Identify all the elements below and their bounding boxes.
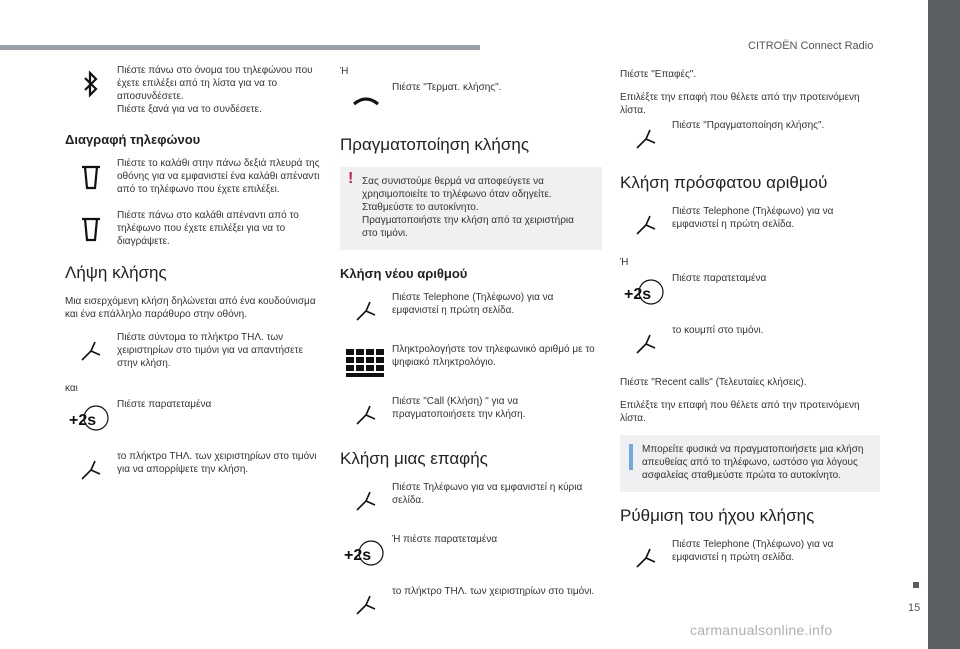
recent-step-2: [620, 272, 880, 312]
new-text-1: Πιέστε Telephone (Τηλέφωνο) για να εμφανιστεί η πρώτη σελίδα.: [392, 292, 554, 316]
receive-para: Μια εισερχόμενη κλήση δηλώνεται από ένα κουδούνισμα και ένα επάλληλο παράθυρο στην οθόνη.: [65, 296, 316, 320]
volume-heading: Ρύθμιση του ήχου κλήσης: [620, 506, 815, 525]
warning-icon: !: [348, 170, 354, 187]
press-2s-icon: [620, 272, 672, 312]
svg-text:+2s: +2s: [624, 286, 652, 303]
receive-step-3: [65, 450, 325, 490]
choose-text-2: Επιλέξτε την επαφή που θέλετε από την προτεινόμενη λίστα.: [620, 400, 860, 424]
make-call-text: Πιέστε "Πραγματοποίηση κλήσης".: [672, 120, 825, 131]
contact-step-2: [340, 533, 602, 573]
delete-step-2: [65, 209, 325, 249]
column-3: [620, 64, 880, 590]
hand-press-icon: [340, 395, 392, 435]
hangup-icon: [340, 81, 392, 121]
svg-text:+2s: +2s: [69, 412, 97, 429]
bluetooth-icon: [65, 64, 117, 104]
hand-press-icon: [620, 538, 672, 578]
new-text-3: Πιέστε "Call (Κλήση) " για να πραγματοποιήσετε την κλήση.: [392, 396, 526, 420]
hangup-step: [340, 81, 602, 121]
new-step-2: [340, 343, 602, 383]
watermark: carmanualsonline.info: [690, 622, 833, 638]
hand-press-icon: [340, 585, 392, 625]
choose-text: Επιλέξτε την επαφή που θέλετε από την προτεινόμενη λίστα.: [620, 92, 860, 116]
delete-text-1: Πιέστε το καλάθι στην πάνω δεξιά πλευρά της οθόνης για να εμφανιστεί ένα καλάθι απέναντι από το τηλέφωνο που έχετε επιλέξει.: [117, 158, 320, 195]
info-text: Μπορείτε φυσικά να πραγματοποιήσετε μια κλήση απευθείας από το τηλέφωνο, ωστόσο για λόγους ασφαλείας σταθμεύστε πρώτα το αυτοκίνητο.: [642, 444, 864, 481]
receive-heading: Λήψη κλήσης: [65, 263, 167, 282]
column-2: [340, 64, 602, 637]
press-2s-icon: [65, 398, 117, 438]
recent-step-1: [620, 205, 880, 245]
trash-icon: [65, 209, 117, 249]
header-bar: [0, 45, 480, 50]
new-text-2: Πληκτρολογήστε τον τηλεφωνικό αριθμό με το ψηφιακό πληκτρολόγιο.: [392, 344, 595, 368]
keypad-icon: [340, 343, 392, 383]
hand-press-icon: [340, 481, 392, 521]
make-heading: Πραγματοποίηση κλήσης: [340, 135, 530, 154]
or-text: Ή: [620, 257, 629, 268]
receive-step-1: [65, 331, 325, 371]
warning-text: Σας συνιστούμε θερμά να αποφεύγετε να χρησιμοποιείτε το τηλέφωνο όταν οδηγείτε. Σταθμεύστε το αυτοκίνητο. Πραγματοποιήστε την κλήση από τα χειριστήρια στο τιμόνι.: [362, 176, 574, 239]
hand-press-icon: [620, 119, 672, 159]
contacts-text: Πιέστε "Επαφές".: [620, 69, 697, 80]
receive-text-3: το πλήκτρο ΤΗΛ. των χειριστηρίων στο τιμόνι για να απορρίψετε την κλήση.: [117, 451, 317, 475]
bt-step: [65, 64, 325, 116]
new-heading: Κλήση νέου αριθμού: [340, 266, 468, 281]
info-icon: [629, 444, 633, 470]
page-marker: [913, 582, 919, 588]
trash-icon: [65, 157, 117, 197]
header-title: CITROËN Connect Radio: [748, 40, 874, 52]
recent-heading: Κλήση πρόσφατου αριθμού: [620, 173, 828, 192]
receive-text-1: Πιέστε σύντομα το πλήκτρο ΤΗΛ. των χειριστηρίων στο τιμόνι για να απαντήσετε στην κλήση.: [117, 332, 304, 369]
hangup-text: Πιέστε "Τερματ. κλήσης".: [392, 82, 502, 93]
recent-text-3: το κουμπί στο τιμόνι.: [672, 325, 764, 336]
new-step-1: [340, 291, 602, 331]
or-text: Ή: [340, 66, 349, 77]
hand-press-icon: [340, 291, 392, 331]
hand-press-icon: [620, 324, 672, 364]
receive-step-2: [65, 398, 325, 438]
hand-press-icon: [620, 205, 672, 245]
receive-text-2: Πιέστε παρατεταμένα: [117, 399, 212, 410]
hand-press-icon: [65, 331, 117, 371]
recent-text-2: Πιέστε παρατεταμένα: [672, 273, 767, 284]
delete-heading: Διαγραφή τηλεφώνου: [65, 132, 201, 147]
warning-note: [340, 167, 602, 250]
make-call-step: [620, 119, 880, 159]
info-note: [620, 435, 880, 492]
hand-press-icon: [65, 450, 117, 490]
sidebar-strip: [928, 0, 960, 649]
bt-text: Πιέστε πάνω στο όνομα του τηλεφώνου που έχετε επιλέξει από τη λίστα για να το αποσυνδέσετε. Πιέστε ξανά για να το συνδέσετε.: [117, 65, 313, 115]
delete-step-1: [65, 157, 325, 197]
contact-text-1: Πιέστε Τηλέφωνο για να εμφανιστεί η κύρια σελίδα.: [392, 482, 583, 506]
contact-text-3: το πλήκτρο ΤΗΛ. των χειριστηρίων στο τιμόνι.: [392, 586, 595, 597]
recent-step-3: [620, 324, 880, 364]
page-number: 15: [908, 602, 921, 614]
volume-text-1: Πιέστε Telephone (Τηλέφωνο) για να εμφανιστεί η πρώτη σελίδα.: [672, 539, 834, 563]
volume-step-1: [620, 538, 880, 578]
contact-heading: Κλήση μιας επαφής: [340, 449, 488, 468]
recent-text-1: Πιέστε Telephone (Τηλέφωνο) για να εμφανιστεί η πρώτη σελίδα.: [672, 206, 834, 230]
contact-step-3: [340, 585, 602, 625]
svg-text:+2s: +2s: [344, 547, 372, 564]
column-1: [65, 64, 325, 502]
contact-step-1: [340, 481, 602, 521]
press-2s-icon: [340, 533, 392, 573]
delete-text-2: Πιέστε πάνω στο καλάθι απέναντι από το τηλέφωνο που έχετε επιλέξει για να το διαγράψετε.: [117, 210, 299, 247]
contact-text-2: Ή πιέστε παρατεταμένα: [392, 534, 498, 545]
new-step-3: [340, 395, 602, 435]
recent-calls-text: Πιέστε "Recent calls" (Τελευταίες κλήσεις).: [620, 377, 807, 388]
and-text: και: [65, 383, 78, 394]
